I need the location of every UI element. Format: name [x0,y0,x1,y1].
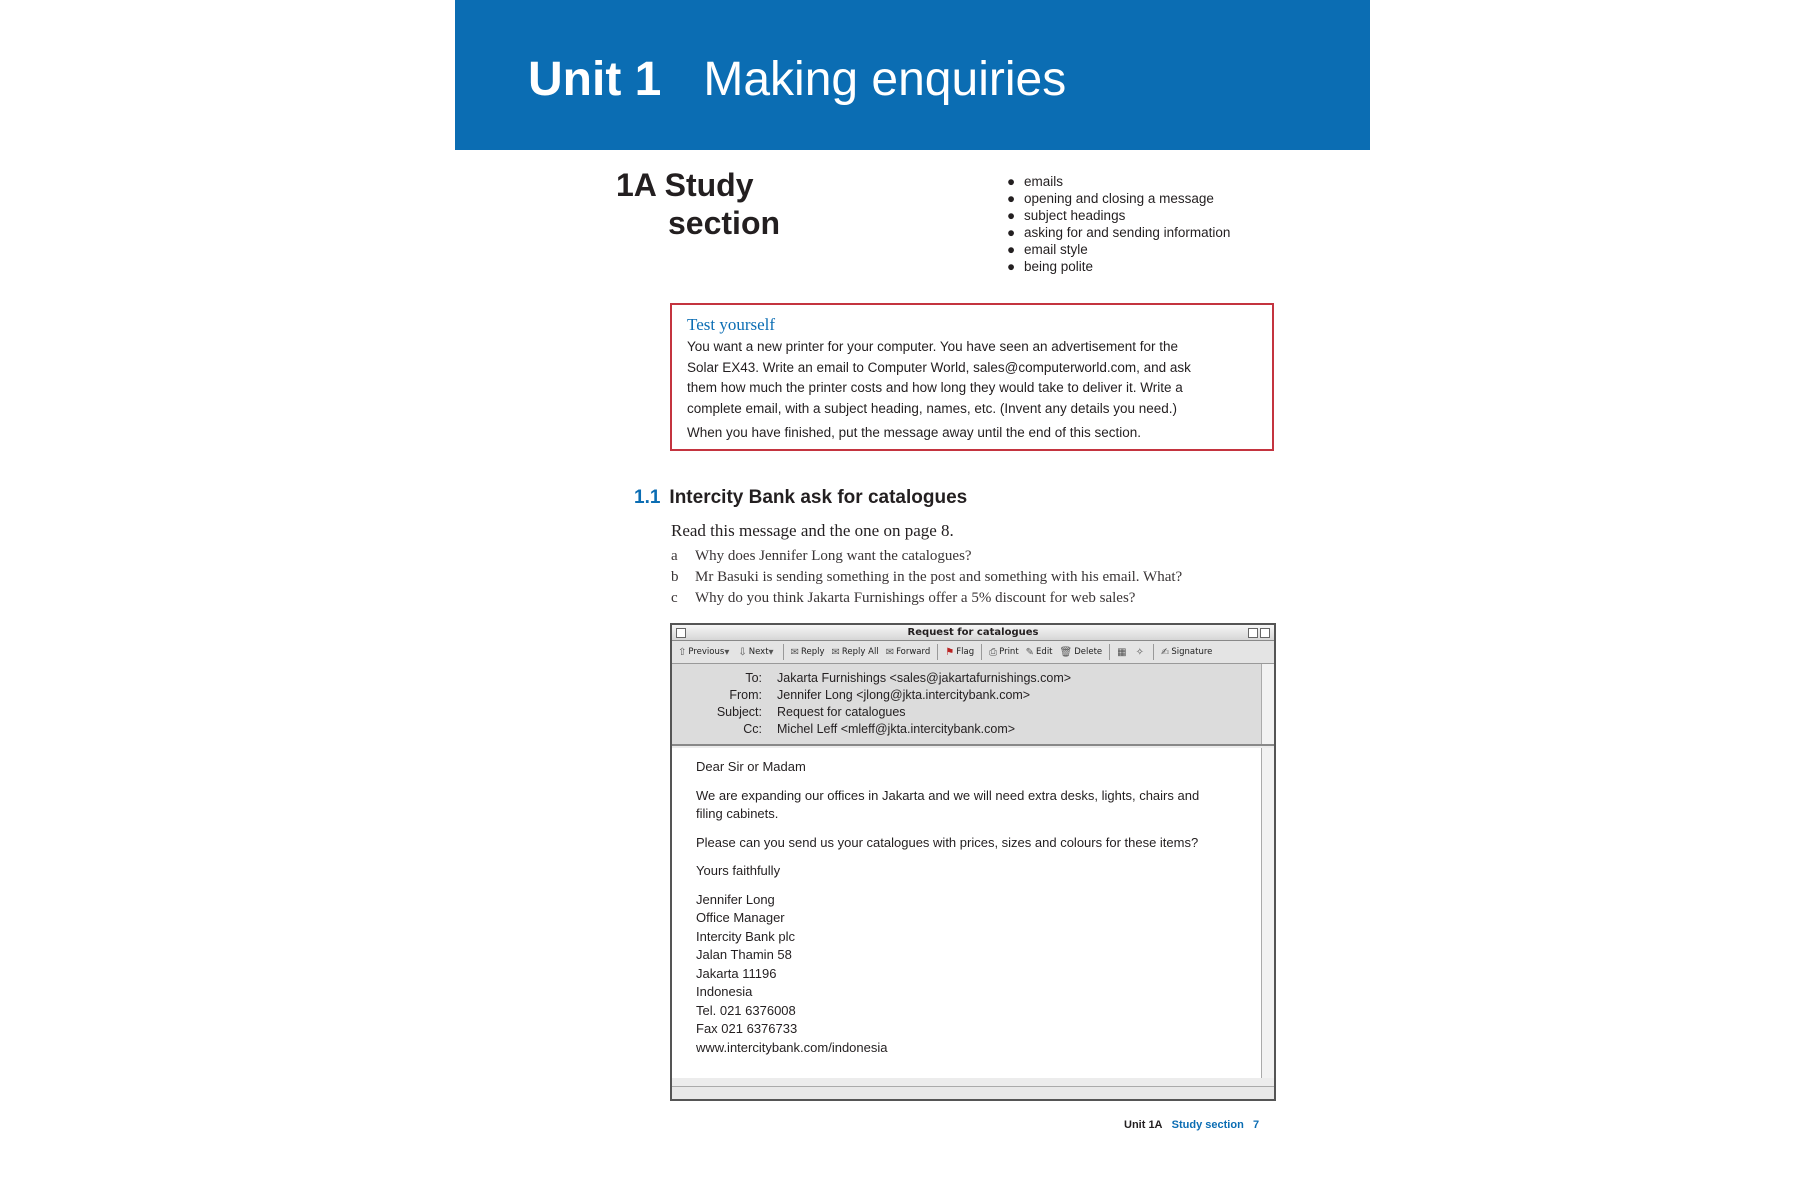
headers-scrollbar[interactable] [1261,664,1274,744]
unit-name: Making enquiries [703,53,1067,106]
email-body-pane [672,748,1274,1078]
email-window [670,623,1276,1101]
bullet-icon: ● [1007,208,1016,223]
flag-icon: ⚑ [945,646,955,658]
trash-icon: 🗑 [1059,646,1073,658]
bullet-icon: ● [1007,259,1016,274]
topic-item: ● emails [1007,174,1064,189]
forward-icon: ✉ [885,646,895,658]
section-number: 1.1 [634,487,661,508]
delete-button[interactable]: 🗑 Delete [1059,646,1103,658]
unit-header-band [455,0,1370,150]
study-title-line1: 1A Study [616,167,754,203]
reply-all-button[interactable]: ✉ Reply All [831,646,879,658]
zoom-box-icon[interactable] [1248,628,1258,638]
bullet-icon: ● [1007,174,1016,189]
email-toolbar [672,641,1274,664]
section-heading [634,487,967,509]
signature-button[interactable]: ✍ Signature [1161,646,1213,658]
email-signature: Jennifer Long Office Manager Intercity Bank plc Jalan Thamin 58 Jakarta 11196 Indonesia Tel. 021 6376008 Fax 021 6376733 www.intercitybank.com/indonesia [696,891,1244,1058]
footer-section: Study section [1171,1119,1244,1131]
edit-icon: ✎ [1025,646,1035,658]
toolbar-divider [783,644,784,660]
next-button[interactable]: ⇩ Next ▾ [738,646,774,658]
signature-icon: ✍ [1161,646,1170,658]
topic-item: ● subject headings [1007,208,1126,223]
forward-button[interactable]: ✉ Forward [885,646,931,658]
window-title: Request for catalogues [907,627,1039,638]
study-title-line2: section [668,205,781,241]
dropdown-arrow-icon: ▾ [724,646,730,658]
window-status-bar [672,1086,1274,1099]
flag-button[interactable]: ⚑ Flag [945,646,975,658]
toolbar-divider [1109,644,1110,660]
question-item: b Mr Basuki is sending something in the post and something with his email. What? [671,569,1183,585]
study-section-title [616,166,780,242]
section-title: Intercity Bank ask for catalogues [669,487,968,508]
dropdown-arrow-icon: ▾ [768,646,774,658]
topics-list [1007,173,1231,275]
junk-icon: ▦ [1117,646,1127,658]
reply-all-icon: ✉ [831,646,840,658]
test-yourself-closing: When you have finished, put the message away until the end of this section. [687,425,1142,440]
header-row-from: From: Jennifer Long <jlong@jkta.intercitybank.com> [729,688,1031,702]
collapse-box-icon[interactable] [1260,628,1270,638]
signature-url[interactable]: www.intercitybank.com/indonesia [696,1039,888,1055]
pin-button[interactable] [1136,647,1146,658]
window-titlebar [672,625,1274,641]
question-item: c Why do you think Jakarta Furnishings offer a 5% discount for web sales? [671,590,1136,606]
email-closing: Yours faithfully [696,863,781,878]
reply-icon: ✉ [790,646,799,658]
printer-icon: ⎙ [989,646,998,658]
unit-number: Unit 1 [528,53,662,106]
email-paragraph-1: We are expanding our offices in Jakarta and we will need extra desks, lights, chairs and filing cabinets. [696,787,1200,821]
topic-item: ● opening and closing a message [1007,191,1214,206]
reply-button[interactable]: ✉ Reply [790,646,825,658]
bullet-icon: ● [1007,242,1016,257]
toolbar-divider [1153,644,1154,660]
close-box-icon[interactable] [676,628,686,638]
bullet-icon: ● [1007,191,1016,206]
junk-button[interactable] [1117,647,1128,658]
toolbar-divider [981,644,982,660]
test-yourself-body: You want a new printer for your computer. You have seen an advertisement for the Solar EX43. Write an email to Computer World, sales@computerworld.com, and ask them how much the printer costs and how long they would take to deliver it. Write a complete email, with a subject heading, names, etc. (Invent any details you need.) [687,339,1191,416]
unit-title [528,52,1066,107]
previous-button[interactable]: ⇧ Previous ▾ [678,646,730,658]
print-button[interactable]: ⎙ Print [989,646,1019,658]
down-arrow-icon: ⇩ [738,646,747,658]
questions-list [671,546,1182,609]
header-row-cc: Cc: Michel Leff <mleff@jkta.intercitybank.com> [743,722,1016,736]
reading-instruction: Read this message and the one on page 8. [671,521,954,540]
footer-unit: Unit 1A [1124,1119,1163,1131]
edit-button[interactable]: ✎ Edit [1025,646,1053,658]
header-row-to: To: Jakarta Furnishings <sales@jakartafurnishings.com> [745,671,1072,685]
topic-item: ● email style [1007,242,1088,257]
email-headers-pane [672,664,1274,746]
topic-item: ● asking for and sending information [1007,225,1231,240]
toolbar-divider [937,644,938,660]
body-scrollbar[interactable] [1261,748,1274,1078]
test-yourself-heading: Test yourself [687,315,776,334]
pin-icon: ✧ [1135,646,1144,658]
question-item: a Why does Jennifer Long want the catalogues? [671,548,972,564]
email-greeting: Dear Sir or Madam [696,759,806,774]
email-paragraph-2: Please can you send us your catalogues with prices, sizes and colours for these items? [696,834,1199,850]
header-row-subject: Subject: Request for catalogues [716,705,906,719]
topic-item: ● being polite [1007,259,1094,274]
up-arrow-icon: ⇧ [678,646,687,658]
page-footer [1124,1119,1259,1131]
bullet-icon: ● [1007,225,1016,240]
page-number: 7 [1252,1119,1260,1131]
test-yourself-box [670,303,1274,451]
